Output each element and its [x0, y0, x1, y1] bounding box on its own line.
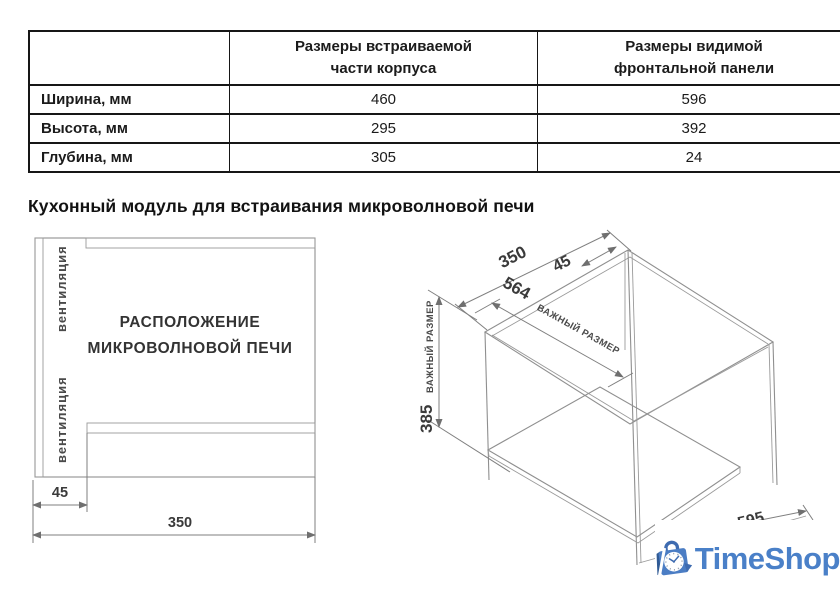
plan-view-drawing — [20, 225, 330, 555]
cell-value: 24 — [538, 143, 840, 172]
row-label: Высота, мм — [29, 114, 230, 143]
header-line: Размеры встраиваемой — [294, 38, 473, 56]
bottom-shelf — [488, 387, 740, 537]
header-cell-front-panel — [538, 31, 840, 85]
header-cell-empty — [29, 31, 230, 85]
iso-dim-564: 564 — [499, 273, 534, 304]
iso-dim-385-note: ВАЖНЫЙ РАЗМЕР — [425, 300, 436, 393]
table-row — [29, 114, 840, 143]
row-label: Ширина, мм — [29, 85, 230, 114]
table-row — [29, 143, 840, 172]
plan-dim-350: 350 — [167, 515, 193, 531]
plan-dim-45: 45 — [51, 485, 69, 501]
right-edge — [773, 342, 777, 485]
header-line: части корпуса — [330, 60, 437, 77]
iso-dim-385: 385 — [417, 404, 436, 433]
vent-strip-left — [35, 238, 43, 477]
row-label: Глубина, мм — [29, 143, 230, 172]
clock-shopping-bag-icon — [655, 530, 693, 588]
timeshop-logo — [655, 520, 840, 597]
iso-dim-45: 45 — [550, 252, 574, 276]
header-cell-built-in — [230, 31, 538, 85]
cell-value: 295 — [230, 114, 538, 143]
cell-value: 305 — [230, 143, 538, 172]
cell-value: 392 — [538, 114, 840, 143]
header-line: фронтальной панели — [613, 60, 775, 77]
iso-dim-564-note: ВАЖНЫЙ РАЗМЕР — [534, 302, 622, 358]
iso-dim-350: 350 — [495, 242, 530, 273]
placement-caption-line1: РАСПОЛОЖЕНИЕ — [119, 314, 261, 331]
logo-text: TimeShop — [694, 540, 840, 576]
cell-value: 460 — [230, 85, 538, 114]
dimensions-table — [28, 30, 840, 173]
shelf-strip — [87, 423, 315, 433]
placement-caption-line2: МИКРОВОЛНОВОЙ ПЕЧИ — [87, 340, 293, 357]
plan-outline — [35, 238, 315, 477]
cell-value: 596 — [538, 85, 840, 114]
header-line: Размеры видимой — [625, 38, 763, 56]
wall-strip-top — [86, 238, 315, 248]
table-row — [29, 85, 840, 114]
section-title: Кухонный модуль для встраивания микроволновой печи — [28, 196, 535, 216]
table-header-row — [29, 31, 840, 85]
vent-label-bottom: вентиляция — [54, 376, 69, 463]
vent-label-top: вентиляция — [54, 245, 69, 332]
